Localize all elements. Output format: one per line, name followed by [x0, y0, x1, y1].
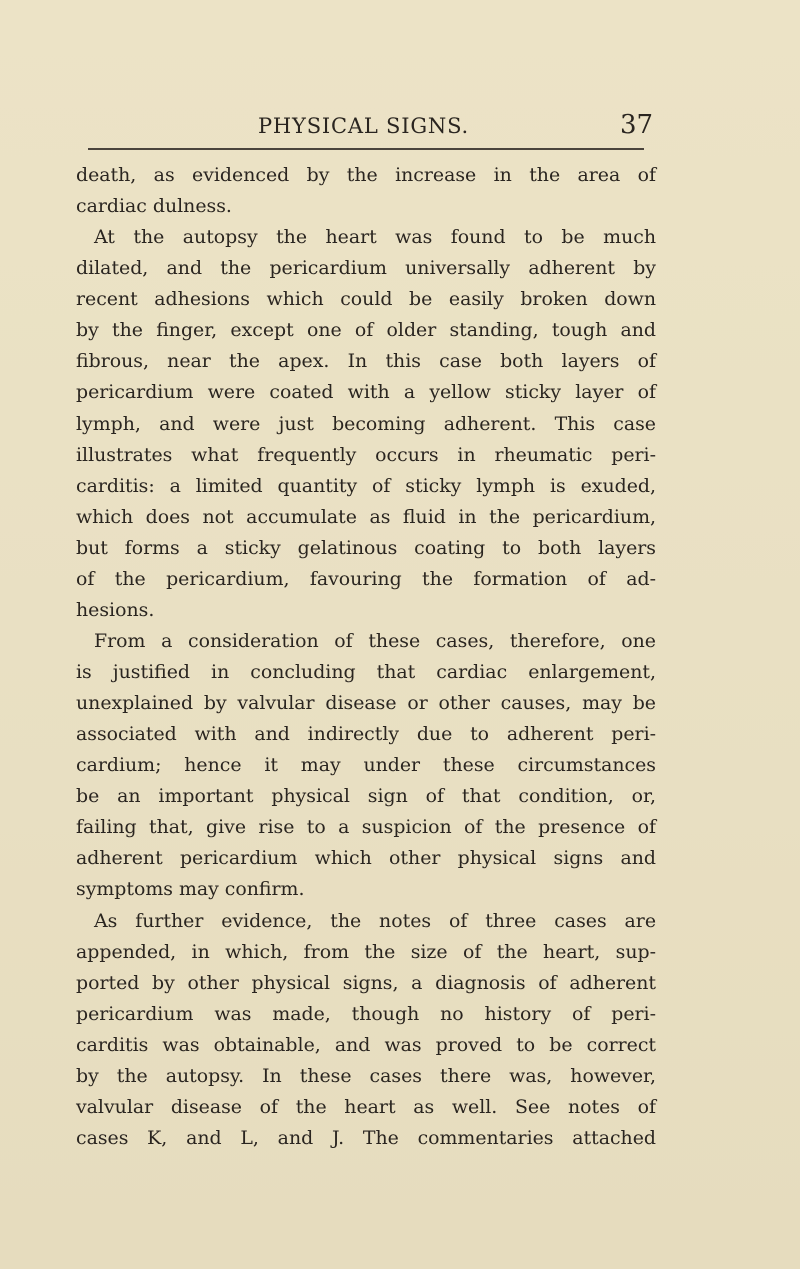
- text-line: pericardium was made, though no history of peri-: [76, 1002, 656, 1025]
- text-line: by the finger, except one of older standing, tough and: [76, 319, 656, 342]
- body-text: [76, 160, 656, 1154]
- text-line: From a consideration of these cases, therefore, one: [94, 629, 656, 652]
- text-line: which does not accumulate as fluid in the pericardium,: [76, 505, 656, 528]
- text-line: by the autopsy. In these cases there was, however,: [76, 1064, 656, 1087]
- text-line: As further evidence, the notes of three cases are: [94, 909, 656, 932]
- header-rule: [88, 148, 644, 150]
- text-line: is justified in concluding that cardiac enlargement,: [76, 661, 656, 683]
- text-line: dilated, and the pericardium universally adherent by: [76, 257, 656, 280]
- text-line: be an important physical sign of that condition, or,: [76, 785, 656, 808]
- text-line: valvular disease of the heart as well. See notes of: [76, 1095, 656, 1118]
- text-line: lymph, and were just becoming adherent. This case: [76, 412, 656, 435]
- text-line: of the pericardium, favouring the formation of ad-: [76, 567, 656, 590]
- running-head: PHYSICAL SIGNS.: [258, 114, 469, 138]
- text-line: failing that, give rise to a suspicion of the presence of: [76, 816, 656, 839]
- text-line: unexplained by valvular disease or other causes, may be: [76, 692, 656, 715]
- text-line: but forms a sticky gelatinous coating to both layers: [76, 536, 656, 559]
- page-number: 37: [620, 110, 654, 140]
- text-line: hesions.: [76, 598, 155, 621]
- text-line: appended, in which, from the size of the heart, sup-: [76, 940, 656, 963]
- text-line: fibrous, near the apex. In this case both layers of: [76, 350, 656, 373]
- page-header: [0, 104, 800, 144]
- text-line: carditis was obtainable, and was proved to be correct: [76, 1033, 656, 1056]
- text-line: cardium; hence it may under these circumstances: [76, 754, 656, 777]
- text-line: carditis: a limited quantity of sticky lymph is exuded,: [76, 474, 656, 497]
- text-line: At the autopsy the heart was found to be much: [94, 226, 656, 249]
- text-line: adherent pericardium which other physical signs and: [76, 847, 656, 870]
- text-line: illustrates what frequently occurs in rheumatic peri-: [76, 443, 656, 466]
- text-line: cardiac dulness.: [76, 195, 232, 218]
- text-line: death, as evidenced by the increase in the area of: [76, 164, 656, 186]
- text-line: pericardium were coated with a yellow sticky layer of: [76, 381, 656, 404]
- text-line: ported by other physical signs, a diagnosis of adherent: [76, 971, 656, 994]
- text-line: symptoms may confirm.: [76, 878, 305, 901]
- text-line: associated with and indirectly due to adherent peri-: [76, 723, 656, 746]
- text-line: recent adhesions which could be easily broken down: [76, 288, 656, 311]
- text-line: cases K, and L, and J. The commentaries attached: [76, 1126, 656, 1149]
